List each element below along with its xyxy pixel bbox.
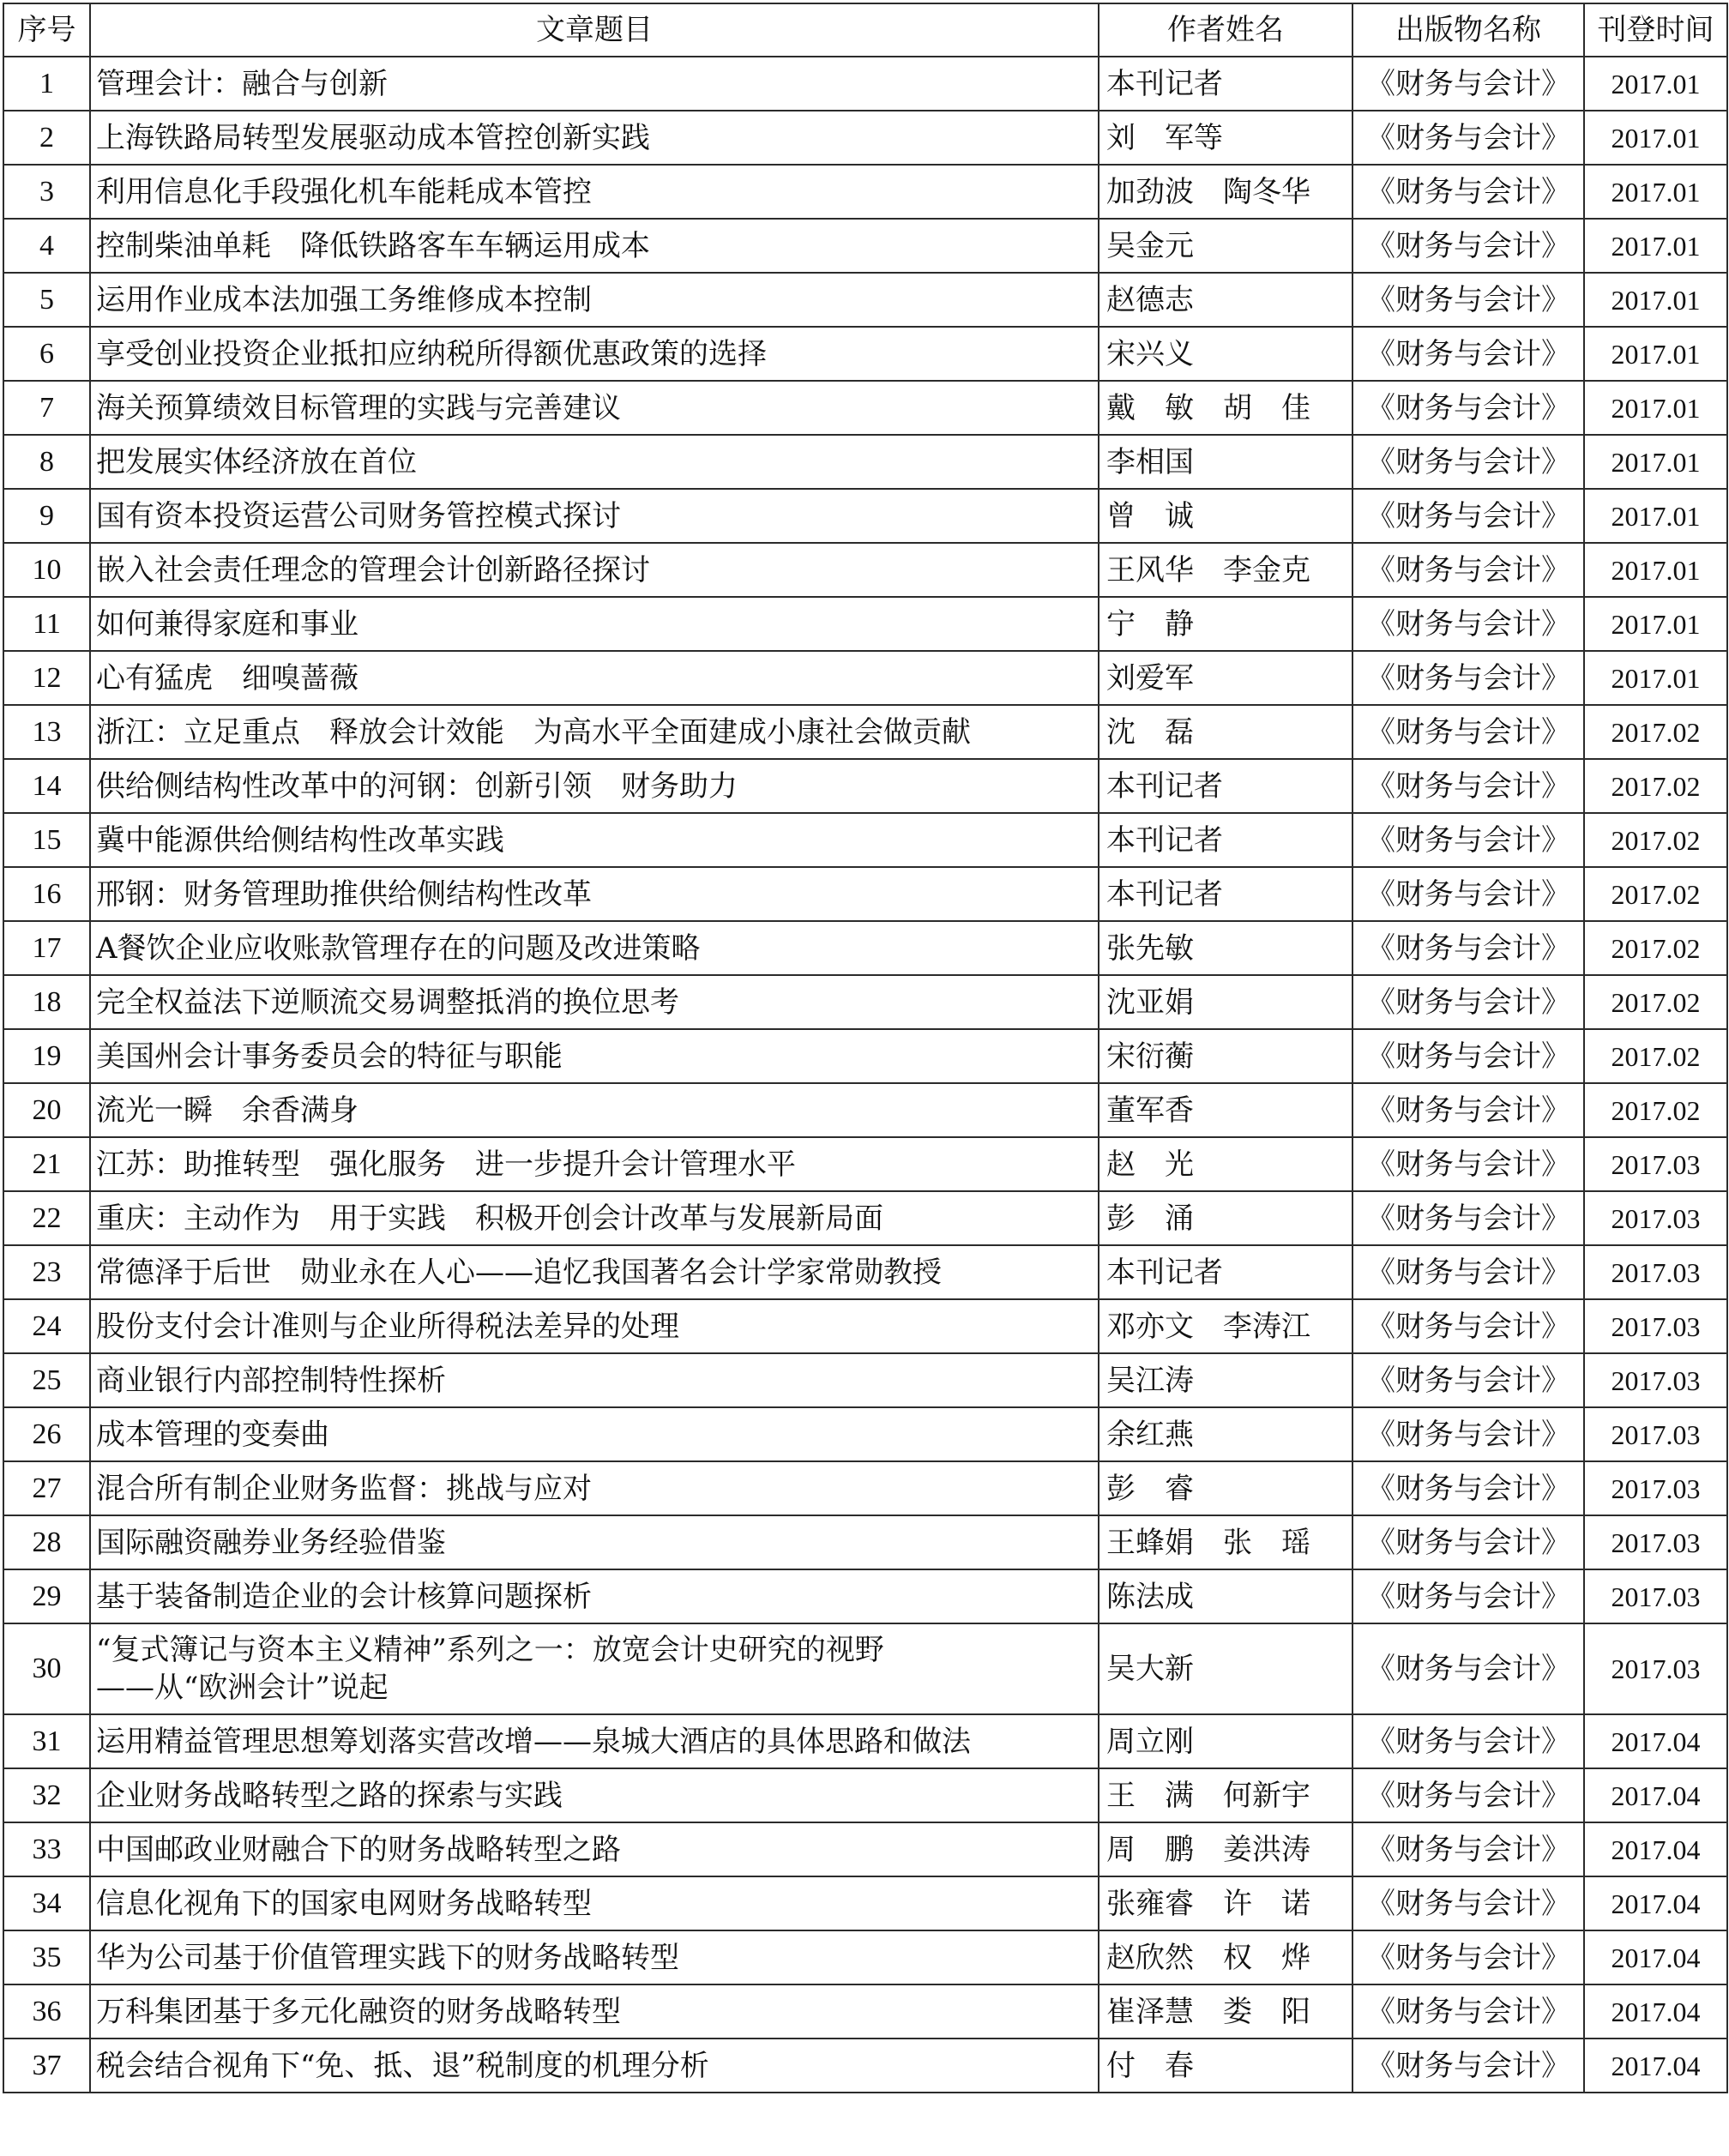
cell-publication: 《财务与会计》 [1352, 1768, 1584, 1822]
cell-no: 33 [3, 1822, 90, 1876]
cell-publication: 《财务与会计》 [1352, 165, 1584, 219]
table-row [3, 543, 1727, 597]
cell-date: 2017.03 [1584, 1245, 1727, 1299]
table-row [3, 111, 1727, 165]
cell-date: 2017.01 [1584, 435, 1727, 489]
cell-no: 35 [3, 1930, 90, 1984]
cell-title: 运用精益管理思想筹划落实营改增——泉城大酒店的具体思路和做法 [90, 1714, 1099, 1768]
cell-date: 2017.01 [1584, 165, 1727, 219]
cell-publication: 《财务与会计》 [1352, 651, 1584, 705]
cell-title: 嵌入社会责任理念的管理会计创新路径探讨 [90, 543, 1099, 597]
cell-title: 国际融资融券业务经验借鉴 [90, 1515, 1099, 1569]
cell-date: 2017.03 [1584, 1191, 1727, 1245]
cell-publication: 《财务与会计》 [1352, 273, 1584, 327]
cell-no: 26 [3, 1407, 90, 1461]
cell-author: 王蜂娟 张 瑶 [1099, 1515, 1352, 1569]
table-row [3, 1461, 1727, 1515]
cell-title: 把发展实体经济放在首位 [90, 435, 1099, 489]
cell-publication: 《财务与会计》 [1352, 759, 1584, 813]
cell-author: 余红燕 [1099, 1407, 1352, 1461]
cell-date: 2017.02 [1584, 1029, 1727, 1083]
cell-publication: 《财务与会计》 [1352, 1407, 1584, 1461]
cell-publication: 《财务与会计》 [1352, 921, 1584, 975]
table-row [3, 489, 1727, 543]
cell-author: 赵德志 [1099, 273, 1352, 327]
cell-publication: 《财务与会计》 [1352, 543, 1584, 597]
cell-title: 混合所有制企业财务监督：挑战与应对 [90, 1461, 1099, 1515]
cell-date: 2017.04 [1584, 2039, 1727, 2093]
table-row [3, 867, 1727, 921]
cell-publication: 《财务与会计》 [1352, 705, 1584, 759]
cell-publication: 《财务与会计》 [1352, 1714, 1584, 1768]
article-list-table [3, 3, 1728, 2093]
cell-date: 2017.01 [1584, 597, 1727, 651]
cell-no: 28 [3, 1515, 90, 1569]
table-row [3, 1029, 1727, 1083]
table-row [3, 921, 1727, 975]
cell-author: 董军香 [1099, 1083, 1352, 1137]
table-row [3, 1515, 1727, 1569]
cell-author: 付 春 [1099, 2039, 1352, 2093]
cell-publication: 《财务与会计》 [1352, 1569, 1584, 1623]
cell-publication: 《财务与会计》 [1352, 2039, 1584, 2093]
cell-no: 30 [3, 1623, 90, 1714]
cell-no: 16 [3, 867, 90, 921]
cell-publication: 《财务与会计》 [1352, 1137, 1584, 1191]
cell-title: 浙江：立足重点 释放会计效能 为高水平全面建成小康社会做贡献 [90, 705, 1099, 759]
cell-title: 万科集团基于多元化融资的财务战略转型 [90, 1984, 1099, 2039]
table-row [3, 597, 1727, 651]
cell-no: 1 [3, 57, 90, 111]
cell-date: 2017.01 [1584, 651, 1727, 705]
cell-no: 34 [3, 1876, 90, 1930]
cell-author: 吴江涛 [1099, 1353, 1352, 1407]
table-row [3, 273, 1727, 327]
cell-author: 张雍睿 许 诺 [1099, 1876, 1352, 1930]
cell-author: 本刊记者 [1099, 813, 1352, 867]
table-row [3, 1137, 1727, 1191]
cell-title: 利用信息化手段强化机车能耗成本管控 [90, 165, 1099, 219]
cell-publication: 《财务与会计》 [1352, 975, 1584, 1029]
cell-author: 戴 敏 胡 佳 [1099, 381, 1352, 435]
table-header-row [3, 3, 1727, 57]
table-row [3, 381, 1727, 435]
cell-no: 7 [3, 381, 90, 435]
cell-no: 27 [3, 1461, 90, 1515]
header-author: 作者姓名 [1099, 3, 1352, 57]
cell-no: 32 [3, 1768, 90, 1822]
cell-title: 心有猛虎 细嗅蔷薇 [90, 651, 1099, 705]
cell-date: 2017.04 [1584, 1930, 1727, 1984]
cell-publication: 《财务与会计》 [1352, 1083, 1584, 1137]
cell-date: 2017.02 [1584, 921, 1727, 975]
cell-title: 冀中能源供给侧结构性改革实践 [90, 813, 1099, 867]
table-row [3, 1191, 1727, 1245]
cell-no: 31 [3, 1714, 90, 1768]
table-row [3, 435, 1727, 489]
table-row [3, 327, 1727, 381]
cell-publication: 《财务与会计》 [1352, 813, 1584, 867]
cell-title: 邢钢：财务管理助推供给侧结构性改革 [90, 867, 1099, 921]
cell-no: 21 [3, 1137, 90, 1191]
cell-title: 中国邮政业财融合下的财务战略转型之路 [90, 1822, 1099, 1876]
cell-title: 商业银行内部控制特性探析 [90, 1353, 1099, 1407]
cell-author: 李相国 [1099, 435, 1352, 489]
cell-no: 2 [3, 111, 90, 165]
cell-date: 2017.04 [1584, 1984, 1727, 2039]
cell-no: 36 [3, 1984, 90, 2039]
cell-no: 3 [3, 165, 90, 219]
cell-date: 2017.03 [1584, 1515, 1727, 1569]
cell-publication: 《财务与会计》 [1352, 1245, 1584, 1299]
cell-publication: 《财务与会计》 [1352, 1876, 1584, 1930]
cell-date: 2017.01 [1584, 111, 1727, 165]
cell-date: 2017.03 [1584, 1623, 1727, 1714]
cell-publication: 《财务与会计》 [1352, 57, 1584, 111]
table-row [3, 813, 1727, 867]
cell-author: 本刊记者 [1099, 759, 1352, 813]
cell-author: 刘 军等 [1099, 111, 1352, 165]
table-row [3, 705, 1727, 759]
cell-title: 成本管理的变奏曲 [90, 1407, 1099, 1461]
cell-title: 上海铁路局转型发展驱动成本管控创新实践 [90, 111, 1099, 165]
header-title: 文章题目 [90, 3, 1099, 57]
cell-author: 加劲波 陶冬华 [1099, 165, 1352, 219]
cell-author: 宋兴义 [1099, 327, 1352, 381]
cell-title: 税会结合视角下“免、抵、退”税制度的机理分析 [90, 2039, 1099, 2093]
table-row [3, 1407, 1727, 1461]
cell-no: 5 [3, 273, 90, 327]
cell-author: 周立刚 [1099, 1714, 1352, 1768]
cell-date: 2017.02 [1584, 813, 1727, 867]
cell-title [90, 1623, 1099, 1714]
cell-title: 管理会计：融合与创新 [90, 57, 1099, 111]
cell-date: 2017.01 [1584, 57, 1727, 111]
cell-author: 赵 光 [1099, 1137, 1352, 1191]
table-row [3, 1930, 1727, 1984]
cell-title: 江苏：助推转型 强化服务 进一步提升会计管理水平 [90, 1137, 1099, 1191]
cell-author: 周 鹏 姜洪涛 [1099, 1822, 1352, 1876]
cell-publication: 《财务与会计》 [1352, 219, 1584, 273]
cell-author: 本刊记者 [1099, 57, 1352, 111]
cell-no: 14 [3, 759, 90, 813]
cell-date: 2017.04 [1584, 1714, 1727, 1768]
table-row [3, 1083, 1727, 1137]
cell-title: 国有资本投资运营公司财务管控模式探讨 [90, 489, 1099, 543]
cell-publication: 《财务与会计》 [1352, 1822, 1584, 1876]
table-row [3, 1623, 1727, 1714]
cell-author: 彭 睿 [1099, 1461, 1352, 1515]
cell-title: 控制柴油单耗 降低铁路客车车辆运用成本 [90, 219, 1099, 273]
cell-author: 宁 静 [1099, 597, 1352, 651]
table-row [3, 1768, 1727, 1822]
cell-title: 运用作业成本法加强工务维修成本控制 [90, 273, 1099, 327]
cell-publication: 《财务与会计》 [1352, 1623, 1584, 1714]
cell-publication: 《财务与会计》 [1352, 1191, 1584, 1245]
cell-author: 吴金元 [1099, 219, 1352, 273]
cell-date: 2017.01 [1584, 273, 1727, 327]
table-row [3, 651, 1727, 705]
table-row [3, 57, 1727, 111]
cell-publication: 《财务与会计》 [1352, 435, 1584, 489]
cell-author: 王风华 李金克 [1099, 543, 1352, 597]
table-row [3, 1876, 1727, 1930]
cell-date: 2017.02 [1584, 975, 1727, 1029]
cell-author: 彭 涌 [1099, 1191, 1352, 1245]
cell-author: 陈法成 [1099, 1569, 1352, 1623]
table-row [3, 219, 1727, 273]
cell-title: 信息化视角下的国家电网财务战略转型 [90, 1876, 1099, 1930]
cell-no: 29 [3, 1569, 90, 1623]
cell-publication: 《财务与会计》 [1352, 1299, 1584, 1353]
cell-date: 2017.03 [1584, 1299, 1727, 1353]
cell-publication: 《财务与会计》 [1352, 1461, 1584, 1515]
cell-no: 20 [3, 1083, 90, 1137]
cell-title: 股份支付会计准则与企业所得税法差异的处理 [90, 1299, 1099, 1353]
cell-no: 6 [3, 327, 90, 381]
cell-no: 9 [3, 489, 90, 543]
cell-no: 25 [3, 1353, 90, 1407]
table-row [3, 1299, 1727, 1353]
cell-title: 企业财务战略转型之路的探索与实践 [90, 1768, 1099, 1822]
table-row [3, 1714, 1727, 1768]
cell-date: 2017.03 [1584, 1407, 1727, 1461]
cell-date: 2017.03 [1584, 1569, 1727, 1623]
cell-date: 2017.01 [1584, 381, 1727, 435]
cell-publication: 《财务与会计》 [1352, 111, 1584, 165]
cell-title: A餐饮企业应收账款管理存在的问题及改进策略 [90, 921, 1099, 975]
cell-no: 15 [3, 813, 90, 867]
cell-date: 2017.02 [1584, 1083, 1727, 1137]
cell-publication: 《财务与会计》 [1352, 1029, 1584, 1083]
cell-author: 吴大新 [1099, 1623, 1352, 1714]
cell-no: 13 [3, 705, 90, 759]
cell-date: 2017.01 [1584, 489, 1727, 543]
cell-author: 崔泽慧 娄 阳 [1099, 1984, 1352, 2039]
cell-no: 12 [3, 651, 90, 705]
cell-publication: 《财务与会计》 [1352, 381, 1584, 435]
cell-title: 美国州会计事务委员会的特征与职能 [90, 1029, 1099, 1083]
table-row [3, 1822, 1727, 1876]
cell-publication: 《财务与会计》 [1352, 327, 1584, 381]
cell-author: 宋衍蘅 [1099, 1029, 1352, 1083]
cell-publication: 《财务与会计》 [1352, 1984, 1584, 2039]
cell-author: 沈亚娟 [1099, 975, 1352, 1029]
cell-no: 11 [3, 597, 90, 651]
cell-no: 24 [3, 1299, 90, 1353]
cell-date: 2017.01 [1584, 543, 1727, 597]
cell-publication: 《财务与会计》 [1352, 1353, 1584, 1407]
cell-no: 4 [3, 219, 90, 273]
cell-author: 本刊记者 [1099, 1245, 1352, 1299]
cell-author: 赵欣然 权 烨 [1099, 1930, 1352, 1984]
cell-date: 2017.04 [1584, 1876, 1727, 1930]
cell-title: 如何兼得家庭和事业 [90, 597, 1099, 651]
cell-author: 王 满 何新宇 [1099, 1768, 1352, 1822]
cell-date: 2017.04 [1584, 1822, 1727, 1876]
cell-publication: 《财务与会计》 [1352, 597, 1584, 651]
header-no: 序号 [3, 3, 90, 57]
cell-date: 2017.03 [1584, 1137, 1727, 1191]
cell-author: 邓亦文 李涛江 [1099, 1299, 1352, 1353]
cell-date: 2017.02 [1584, 867, 1727, 921]
cell-publication: 《财务与会计》 [1352, 489, 1584, 543]
cell-no: 10 [3, 543, 90, 597]
cell-title-line-2: ——从“欧洲会计”说起 [96, 1671, 389, 1705]
cell-date: 2017.02 [1584, 705, 1727, 759]
table-row [3, 759, 1727, 813]
header-date: 刊登时间 [1584, 3, 1727, 57]
cell-publication: 《财务与会计》 [1352, 1930, 1584, 1984]
cell-no: 17 [3, 921, 90, 975]
cell-title: 常德泽于后世 勋业永在人心——追忆我国著名会计学家常勋教授 [90, 1245, 1099, 1299]
cell-title: 重庆：主动作为 用于实践 积极开创会计改革与发展新局面 [90, 1191, 1099, 1245]
table-row [3, 165, 1727, 219]
table-row [3, 1353, 1727, 1407]
article-list-table-wrapper [3, 3, 1728, 2093]
cell-date: 2017.04 [1584, 1768, 1727, 1822]
table-row [3, 2039, 1727, 2093]
table-row [3, 1569, 1727, 1623]
table-row [3, 1984, 1727, 2039]
cell-title: 海关预算绩效目标管理的实践与完善建议 [90, 381, 1099, 435]
cell-date: 2017.02 [1584, 759, 1727, 813]
cell-publication: 《财务与会计》 [1352, 1515, 1584, 1569]
cell-author: 本刊记者 [1099, 867, 1352, 921]
cell-author: 张先敏 [1099, 921, 1352, 975]
cell-title: 流光一瞬 余香满身 [90, 1083, 1099, 1137]
cell-date: 2017.01 [1584, 327, 1727, 381]
cell-no: 18 [3, 975, 90, 1029]
cell-no: 37 [3, 2039, 90, 2093]
table-row [3, 975, 1727, 1029]
cell-title: 基于装备制造企业的会计核算问题探析 [90, 1569, 1099, 1623]
cell-no: 22 [3, 1191, 90, 1245]
table-row [3, 1245, 1727, 1299]
cell-date: 2017.03 [1584, 1353, 1727, 1407]
cell-author: 曾 诚 [1099, 489, 1352, 543]
cell-title: 华为公司基于价值管理实践下的财务战略转型 [90, 1930, 1099, 1984]
cell-no: 8 [3, 435, 90, 489]
cell-no: 19 [3, 1029, 90, 1083]
cell-title-line-1: “复式簿记与资本主义精神”系列之一：放宽会计史研究的视野 [96, 1633, 884, 1667]
cell-title: 享受创业投资企业抵扣应纳税所得额优惠政策的选择 [90, 327, 1099, 381]
header-publication: 出版物名称 [1352, 3, 1584, 57]
cell-title: 供给侧结构性改革中的河钢：创新引领 财务助力 [90, 759, 1099, 813]
cell-no: 23 [3, 1245, 90, 1299]
cell-author: 刘爱军 [1099, 651, 1352, 705]
cell-date: 2017.03 [1584, 1461, 1727, 1515]
cell-title: 完全权益法下逆顺流交易调整抵消的换位思考 [90, 975, 1099, 1029]
cell-publication: 《财务与会计》 [1352, 867, 1584, 921]
cell-date: 2017.01 [1584, 219, 1727, 273]
cell-author: 沈 磊 [1099, 705, 1352, 759]
